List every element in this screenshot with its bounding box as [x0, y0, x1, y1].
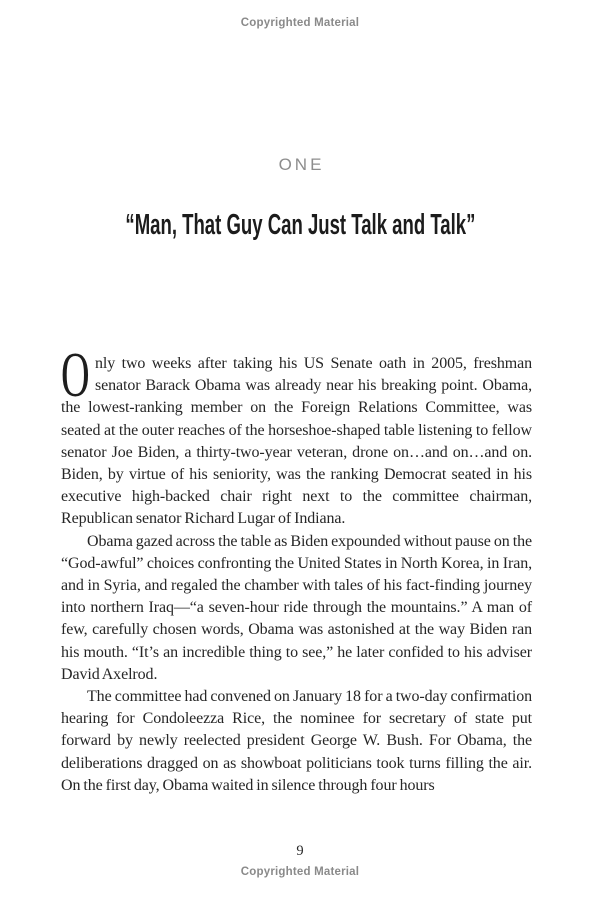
chapter-title	[0, 205, 600, 242]
paragraph-1	[61, 339, 532, 531]
body-text	[61, 339, 532, 797]
copyright-notice-bottom: Copyrighted Material	[240, 866, 360, 878]
page-number: 9	[296, 843, 304, 859]
copyright-notice-top: Copyrighted Material	[240, 17, 360, 29]
dropcap-letter: O	[61, 339, 90, 410]
chapter-number: ONE	[278, 155, 325, 174]
paragraph-2: Obama gazed across the table as Biden expounded without pause on the “God-awful” choices confronting the United States in North Korea, in Iran, and in Syria, and regaled the chamber with tales of his fact-finding journey into northern Iraq—“a seven-hour ride through the mountains.” A man of few, carefully chosen words, Obama was astonished at the way Biden ran his mouth. “It’s an incredible thing to see,” he later confided to his adviser David Axelrod.	[61, 532, 532, 683]
chapter-title-text: “Man, That Guy Can Just Talk and Talk”	[125, 209, 475, 241]
paragraph-3: The committee had convened on January 18 for a two-day confirmation hearing for Condoleezza Rice, the nominee for secretary of state put forward by newly reelected president George W. Bush. For Obama, the deliberations dragged on as showboat politicians took turns filling the air. On the first day, Obama waited in silence through four hours	[61, 688, 532, 794]
paragraph-1-text: nly two weeks after taking his US Senate oath in 2005, freshman senator Barack Obama was already near his breaking point. Obama, the lowest-ranking member on the Foreign Relations Committee, was seated at the outer reaches of the horseshoe-shaped table listening to fellow senator Joe Biden, a thirty-two-year veteran, drone on…and on…and on. Biden, by virtue of his seniority, was the ranking Democrat seated in his executive high-backed chair right next to the committee chairman, Republican senator Richard Lugar of Indiana.	[61, 355, 532, 528]
